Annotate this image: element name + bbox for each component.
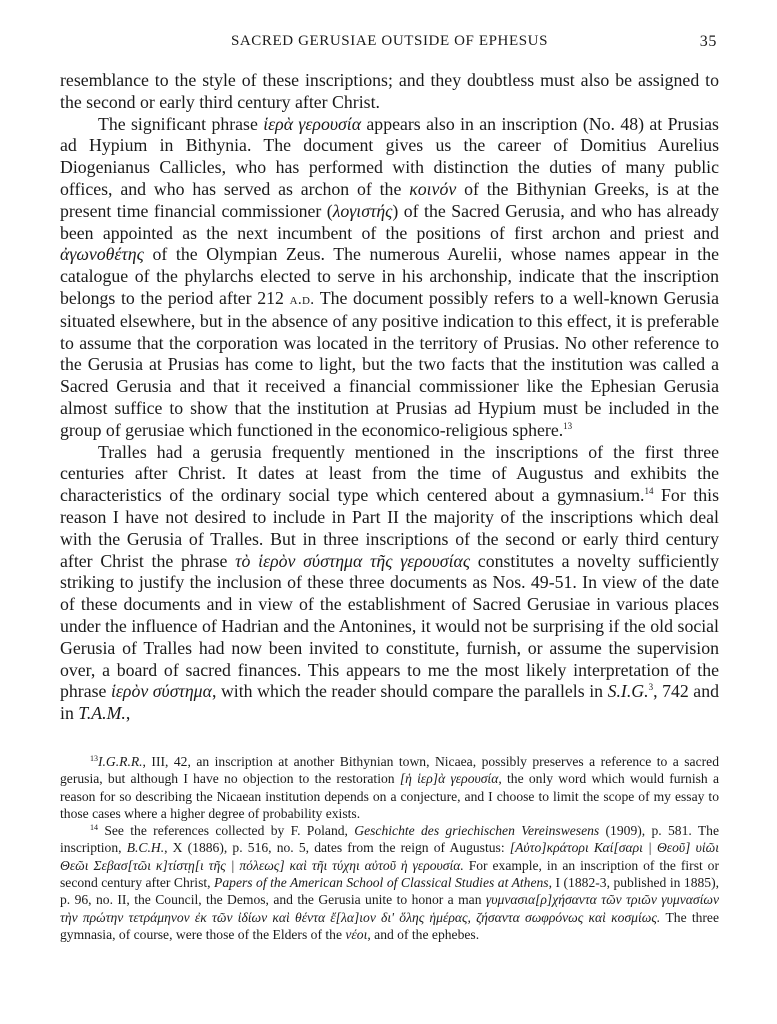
paragraph-1 [60,70,719,114]
footnote-14-number: 14 [90,823,98,833]
footnote-14 [60,822,719,943]
greek-phrase: [ἡ ἱερ]ὰ γερουσία [399,771,499,787]
p3-text-a: Tralles had a gerusia frequently mentioned in the inscriptions of the first three centuries after Christ. It dates at least from the time of Augustus and exhibits the characteristics of the ordinary social type which centered about a gymnasium. [60,441,719,506]
footnote-14-citation: B.C.H. [126,840,165,856]
p3-text-f: , [125,703,131,724]
footnote-14-text-f: The three gymnasia, of course, were those of the Elders of the [60,909,719,942]
p3-text-b: For this reason I have not desired to include in Part II the majority of the inscriptions which deal with the Gerusia of Tralles. But in three inscriptions of the second or early third century after Christ the phrase [60,485,719,571]
p2-text-d: ) of the Sacred Gerusia, and who has already been appointed as the next incumbent of the positions of first archon and priest and [60,200,719,243]
paragraph-3 [60,442,719,725]
footnote-14-text-a: See the references collected by F. Poland, [98,823,355,839]
page-number: 35 [699,33,717,50]
footnote-marker-14[interactable]: 14 [644,486,654,497]
greek-phrase: τὸ ἱερὸν σύστημα τῆς γερουσίας [235,550,471,571]
greek-phrase: νέοι [345,926,368,942]
era-abbreviation: a.d. [289,290,315,308]
greek-phrase: λογιστής [332,200,393,221]
footnote-14-text-g: , and of the ephebes. [367,926,480,942]
p2-text-f: The document possibly refers to a well-known Gerusia situated elsewhere, but in the absence of any positive indication to this effect, it is preferable to assume that the corporation was located in the territory of Prusias. No other reference to the Gerusia at Prusias has come to light, but the two facts that the institution was called a Sacred Gerusia and that it received a financial commissioner like the Ephesian Gerusia almost suffice to show that the institution at Prusias ad Hypium must be included in the group of gerusiae which functioned in the economico-religious sphere. [60,287,719,440]
footnote-14-text-d: For example, in an inscription of the first or second century after Christ, [60,857,719,891]
citation-tam: T.A.M. [78,703,126,724]
p3-text-d: , with which the reader should compare the parallels in [211,681,608,702]
footnote-13-text-b: , the only word which would furnish a reason for so describing the Nicaean institution depends on a conjecture, and I choose to limit the scope of my essay to those cases where a higher degree of probability exists. [60,771,720,821]
greek-phrase: κοινόν [409,178,457,199]
p3-text-c: constitutes a novelty sufficiently striking to justify the inclusion of these three documents as Nos. 49-51. In view of the date of these documents and in view of the establishment of Sacred Gerusiae in various places under the influence of Hadrian and the Antonines, it would not be surprising if the old social Gerusia of Tralles had now been invited to constitute, furnish, or assume the supervision over, a board of sacred finances. This appears to me the most likely interpretation of the phrase [60,550,719,702]
greek-inscription: γυμνασια[ρ]χήσαντα τῶν τριῶν γυμνασίων τὴν πρώτην τετράμηνον ἐκ τῶν ἰδίων καὶ θέντα ἔ[λα]ιον δι' ὅλης ἡμέρας, ζήσαντα σωφρόνως καὶ κοσμίως. [60,892,719,925]
p2-text-e: of the Olympian Zeus. The numerous Aurelii, whose names appear in the catalogue of the phylarchs elected to serve in his archonship, indicate that the inscription belongs to the period after 212 [60,244,719,308]
footnote-14-journal-title: Papers of the American School of Classical Studies at Athens [214,875,549,891]
footnote-14-text-b: (1909), p. 581. The inscription, [60,823,719,856]
greek-phrase: ἱερὸν σύστημα [110,681,212,702]
running-head-title: SACRED GERUSIAE OUTSIDE OF EPHESUS [230,33,549,49]
edition-superscript: 3 [648,682,654,693]
citation-sig: S.I.G. [607,681,649,702]
footnote-13-number: 13 [90,754,98,763]
greek-inscription: [Αὐτο]κράτορι Καί[σαρι | Θεοῦ] υἱῶι Θεῶι Σεβασ[τῶι κ]τίστῃ[ι τῆς | πόλεως] καὶ τῆι τύχηι αὐτοῦ ἡ γερουσία. [60,840,719,873]
footnote-marker-13[interactable]: 13 [563,420,573,431]
footnote-13-text-a: , III, 42, an inscription at another Bithynian town, Nicaea, possibly preserves a reference to a sacred gerusia, but although I have no objection to the restoration [60,754,719,787]
running-head [60,33,719,55]
footnotes [60,753,719,943]
body-text [60,70,719,725]
paragraph-2 [60,114,719,442]
p3-text-e: , 742 and in [60,681,719,724]
greek-phrase: ἀγωνοθέτης [60,244,144,265]
greek-phrase: ἱερὰ γερουσία [263,113,362,134]
footnote-14-book-title: Geschichte des griechischen Vereinswesens [354,823,600,839]
paragraph-1-text: resemblance to the style of these inscriptions; and they doubtless must also be assigned to the second or early third century after Christ. [60,70,719,112]
footnote-13 [60,753,719,822]
p2-text-b: appears also in an inscription (No. 48) at Prusias ad Hypium in Bithynia. The document gives us the career of Domitius Aurelius Diogenianus Callicles, who has performed with distinction the duties of many public offices, and who has served as archon of the [60,113,719,199]
footnote-13-citation: I.G.R.R. [98,754,143,769]
footnote-14-text-e: , I (1882-3, published in 1885), p. 96, no. II, the Council, the Demos, and the Gerusia unite to honor a man [60,875,720,908]
p2-text-c: of the Bithynian Greeks, is at the present time financial commissioner ( [60,178,719,221]
footnote-14-text-c: , X (1886), p. 516, no. 5, dates from the reign of Augustus: [164,840,510,856]
p2-text-a: The significant phrase [98,113,264,134]
